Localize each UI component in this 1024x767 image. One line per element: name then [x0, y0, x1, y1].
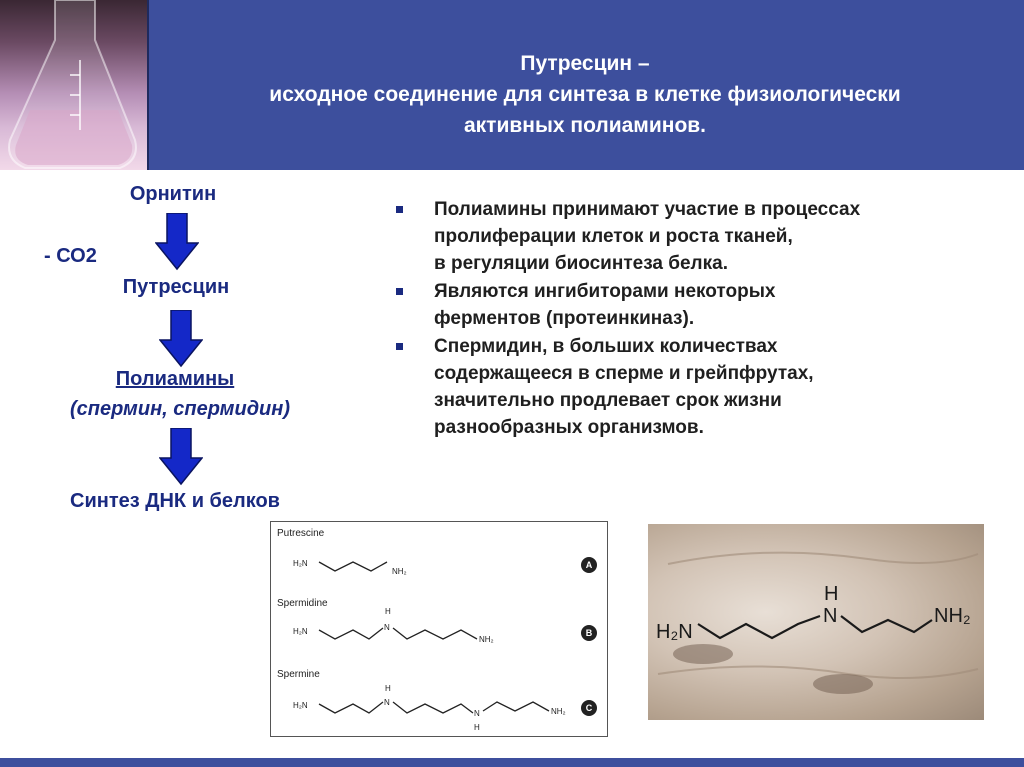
spermine-n-1: N — [384, 698, 390, 707]
bullet-2-line-2: ферментов (протеинкиназ). — [434, 308, 695, 329]
spermine-h-top: H — [385, 684, 391, 693]
arrow-down-icon — [159, 428, 203, 486]
photo-nh2: NH₂ — [934, 605, 971, 627]
spermine-nh2: NH₂ — [551, 707, 566, 716]
title-line-3: активных полиаминов. — [463, 114, 707, 137]
polyamine-structures-diagram — [271, 522, 607, 736]
spermine-n-2: N — [474, 709, 480, 718]
bullet-list — [390, 196, 970, 442]
title-line-2: исходное соединение для синтеза в клетке физиологически — [269, 83, 901, 106]
spermidine-chain-2 — [393, 628, 477, 639]
bullet-3-line-2: содержащееся в сперме и грейпфрутах, — [434, 363, 814, 384]
photo-chain-1 — [698, 616, 820, 638]
bullet-3-line-3: значительно продлевает срок жизни — [434, 390, 782, 411]
putrescine-nh2: NH₂ — [392, 567, 407, 576]
spermine-label: Spermine — [277, 669, 320, 680]
bullet-3-line-4: разнообразных организмов. — [434, 417, 704, 438]
header-banner — [0, 0, 1024, 170]
arrow-down-icon — [159, 310, 203, 368]
list-item — [390, 196, 970, 277]
arrow-down-icon — [155, 213, 199, 271]
photo-chain-2 — [841, 616, 932, 632]
spermidine-n: N — [384, 623, 390, 632]
list-item — [390, 333, 970, 441]
spermine-h-bottom: H — [474, 723, 480, 732]
putrescine-label: Putrescine — [277, 528, 325, 539]
slide-title — [160, 48, 1010, 141]
bullet-icon — [396, 343, 403, 350]
bullet-1-line-3: в регуляции биосинтеза белка. — [434, 253, 728, 274]
photo-h: H — [824, 583, 839, 605]
list-item — [390, 278, 970, 332]
spermine-chain-2 — [393, 702, 473, 713]
footer-bar — [0, 758, 1024, 767]
flow-ornithine: Орнитин — [129, 183, 217, 205]
flask-image — [0, 0, 147, 170]
flow-co2: - СО2 — [44, 245, 97, 267]
flow-synthesis: Синтез ДНК и белков — [70, 490, 280, 512]
putrescine-h2n: H₂N — [293, 559, 308, 568]
elderly-face-photo — [648, 524, 984, 720]
spermidine-nh2: NH₂ — [479, 635, 494, 644]
spermidine-overlay-diagram — [648, 524, 984, 720]
badge-c-text: C — [585, 703, 593, 713]
title-line-1: Путресцин – — [520, 52, 650, 75]
photo-h2n: H₂N — [656, 621, 693, 643]
badge-a-text: A — [585, 560, 593, 570]
flow-putrescine: Путресцин — [122, 276, 230, 298]
flow-polyamines: Полиамины — [115, 368, 235, 390]
putrescine-chain — [319, 562, 387, 571]
flask-icon — [0, 0, 147, 170]
chemical-structures-panel — [270, 521, 608, 737]
bullet-icon — [396, 288, 403, 295]
flow-polyamines-examples: (спермин, спермидин) — [69, 398, 291, 420]
header-divider — [147, 0, 149, 170]
badge-b-text: B — [585, 628, 593, 638]
spermidine-chain-1 — [319, 628, 383, 639]
spermine-h2n: H₂N — [293, 701, 308, 710]
bullet-icon — [396, 206, 403, 213]
spermidine-label: Spermidine — [277, 598, 328, 609]
bullet-1-line-2: пролиферации клеток и роста тканей, — [434, 226, 793, 247]
photo-n: N — [823, 605, 838, 627]
spermine-chain-1 — [319, 702, 383, 713]
spermidine-h2n: H₂N — [293, 627, 308, 636]
bullet-1-line-1: Полиамины принимают участие в процессах — [434, 199, 861, 220]
spermine-chain-3 — [483, 702, 549, 711]
spermidine-h: H — [385, 607, 391, 616]
bullet-3-line-1: Спермидин, в больших количествах — [434, 336, 778, 357]
bullet-2-line-1: Являются ингибиторами некоторых — [434, 281, 776, 302]
